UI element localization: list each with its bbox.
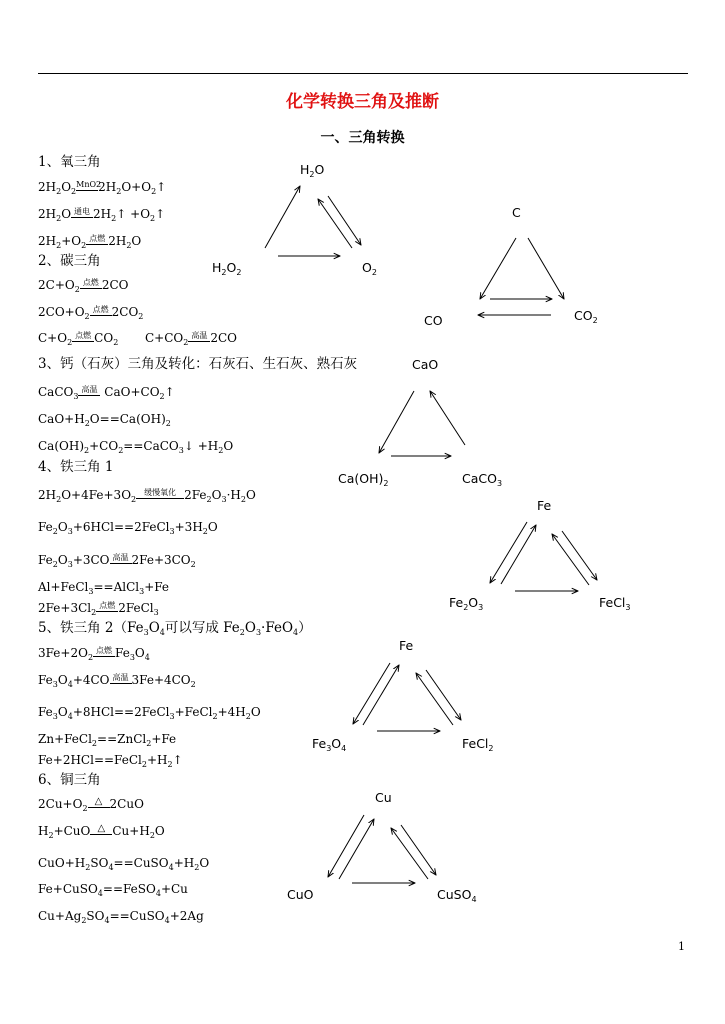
oxygen-arrow-h2o2-to-h2o — [265, 186, 300, 248]
copper-equation-4: Fe+CuSO$_4$==FeSO$_4$+Cu — [38, 882, 188, 898]
oxygen-heading: 1、氧三角 — [38, 154, 101, 170]
iron1-label-top: Fe — [537, 498, 552, 513]
iron2-equation-1: $3Fe+2O_2$ 点燃 $Fe_3O_4$ — [38, 646, 150, 662]
iron2-equation-5: $Fe+2HCl==FeCl_2+H_2↑$ — [38, 753, 183, 769]
calcium-label-left: $Ca(OH)_2$ — [338, 471, 389, 488]
iron2-arrow-fe-to-fe3o4 — [353, 663, 390, 724]
iron2-arrow-fecl2-to-fe — [416, 673, 453, 725]
calcium-label-top: CaO — [412, 357, 439, 372]
carbon-label-top: C — [512, 205, 521, 220]
iron2-equation-3: $Fe_3O_4+8HCl==2FeCl_3+FeCl_2+4H_2O$ — [38, 705, 261, 721]
iron1-heading: 4、铁三角 1 — [38, 459, 114, 475]
iron1-label-left: $Fe_2O_3$ — [449, 595, 484, 612]
oxygen-equation-3: $2H_2+O_2$ 点燃 $2H_2O$ — [38, 234, 142, 250]
page-title: 化学转换三角及推断 — [286, 92, 439, 112]
copper-equation-5: $Cu+Ag_2SO_4==CuSO_4+2Ag$ — [38, 909, 204, 925]
carbon-label-left: CO — [424, 313, 443, 328]
carbon-equation-3: $C+O_2$ 点燃 $CO_2$ $C+CO_2$ 高温 2CO — [38, 331, 238, 347]
iron1-arrow-fe-to-fe2o3 — [490, 522, 527, 583]
calcium-arrow-caco3-to-cao — [430, 391, 465, 445]
carbon-equation-2: $2CO+O_2$ 点燃 $2CO_2$ — [38, 305, 144, 321]
iron2-equation-2: $Fe_3O_4+4CO$ 高温 $3Fe+4CO_2$ — [38, 673, 196, 689]
page-number: 1 — [678, 940, 685, 953]
carbon-arrow-c-to-co — [480, 238, 516, 299]
calcium-equation-2: $CaO+H_2O==Ca(OH)_2$ — [38, 412, 171, 428]
iron2-heading: 5、铁三角 $2(Fe_3O_4$可以写成 $Fe_2O_3\cdot FeO_4$） — [38, 620, 312, 637]
iron2-label-top: Fe — [399, 638, 414, 653]
iron1-equation-3: $Fe_2O_3+3CO$ 高温 $2Fe+3CO_2$ — [38, 553, 196, 569]
carbon-heading: 2、碳三角 — [38, 253, 101, 269]
oxygen-equation-2: $2H_2O$ 通电 $2H_2↑$ $+O_2↑$ — [38, 207, 166, 223]
iron1-arrow-fecl3-to-fe — [552, 534, 589, 585]
calcium-heading: 3、钙（石灰）三角及转化：石灰石、生石灰、熟石灰 — [38, 356, 358, 372]
iron1-equation-4: Al+FeCl$_3$==AlCl$_3$+Fe — [38, 580, 170, 596]
iron1-equation-5: $2Fe+3Cl_2$ 点燃 2FeCl$_3$ — [38, 601, 159, 617]
copper-heading: 6、铜三角 — [38, 772, 101, 788]
calcium-label-right: CaCO$_3$ — [462, 471, 503, 488]
copper-equation-3: $CuO+H_2SO_4==CuSO_4+H_2O$ — [38, 856, 210, 872]
oxygen-label-right: $O_2$ — [362, 260, 377, 277]
carbon-arrow-c-to-co2 — [528, 238, 564, 299]
copper-arrow-cu-to-cuso4 — [401, 825, 436, 875]
copper-label-top: Cu — [375, 790, 392, 805]
iron1-equation-1: $2H_2O+4Fe+3O_2$ 缓慢氧化 $2Fe_2O_3\cdot H_2O$ — [38, 488, 256, 504]
calcium-equation-3: $Ca(OH)_2+CO_2==CaCO_3↓ +H_2O$ — [38, 439, 234, 455]
iron2-equation-4: Zn+FeCl$_2$==ZnCl$_2$+Fe — [38, 732, 177, 748]
oxygen-label-left: $H_2O_2$ — [212, 260, 242, 277]
iron1-label-right: FeCl$_3$ — [599, 595, 631, 612]
copper-arrow-cuso4-to-cu — [391, 828, 428, 879]
copper-label-right: CuSO$_4$ — [437, 887, 477, 904]
iron2-label-left: $Fe_3O_4$ — [312, 736, 347, 753]
carbon-label-right: $CO_2$ — [574, 308, 598, 325]
carbon-equation-1: $2C+O_2$ 点燃 2CO — [38, 278, 129, 294]
copper-equation-2: $H_2+CuO$ △ $Cu+H_2O$ — [38, 823, 165, 840]
section-subtitle: 一、三角转换 — [320, 130, 405, 146]
iron2-arrow-fe3o4-to-fe — [363, 665, 399, 725]
copper-label-left: CuO — [287, 887, 314, 902]
iron1-equation-2: $Fe_2O_3+6HCl==2FeCl_3+3H_2O$ — [38, 520, 218, 536]
iron2-label-right: FeCl$_2$ — [462, 736, 494, 753]
calcium-equation-1: CaCO$_3$ 高温 $CaO+CO_2↑$ — [38, 385, 175, 401]
oxygen-label-top: $H_2O$ — [300, 162, 325, 179]
copper-equation-1: $2Cu+O_2$ △ 2CuO — [38, 796, 144, 813]
oxygen-equation-1: $2H_2O_2$ MnO2 $2H_2O+O_2↑$ — [38, 180, 167, 196]
iron1-arrow-fe2o3-to-fe — [501, 525, 536, 584]
calcium-arrow-cao-to-caoh2 — [379, 391, 414, 453]
